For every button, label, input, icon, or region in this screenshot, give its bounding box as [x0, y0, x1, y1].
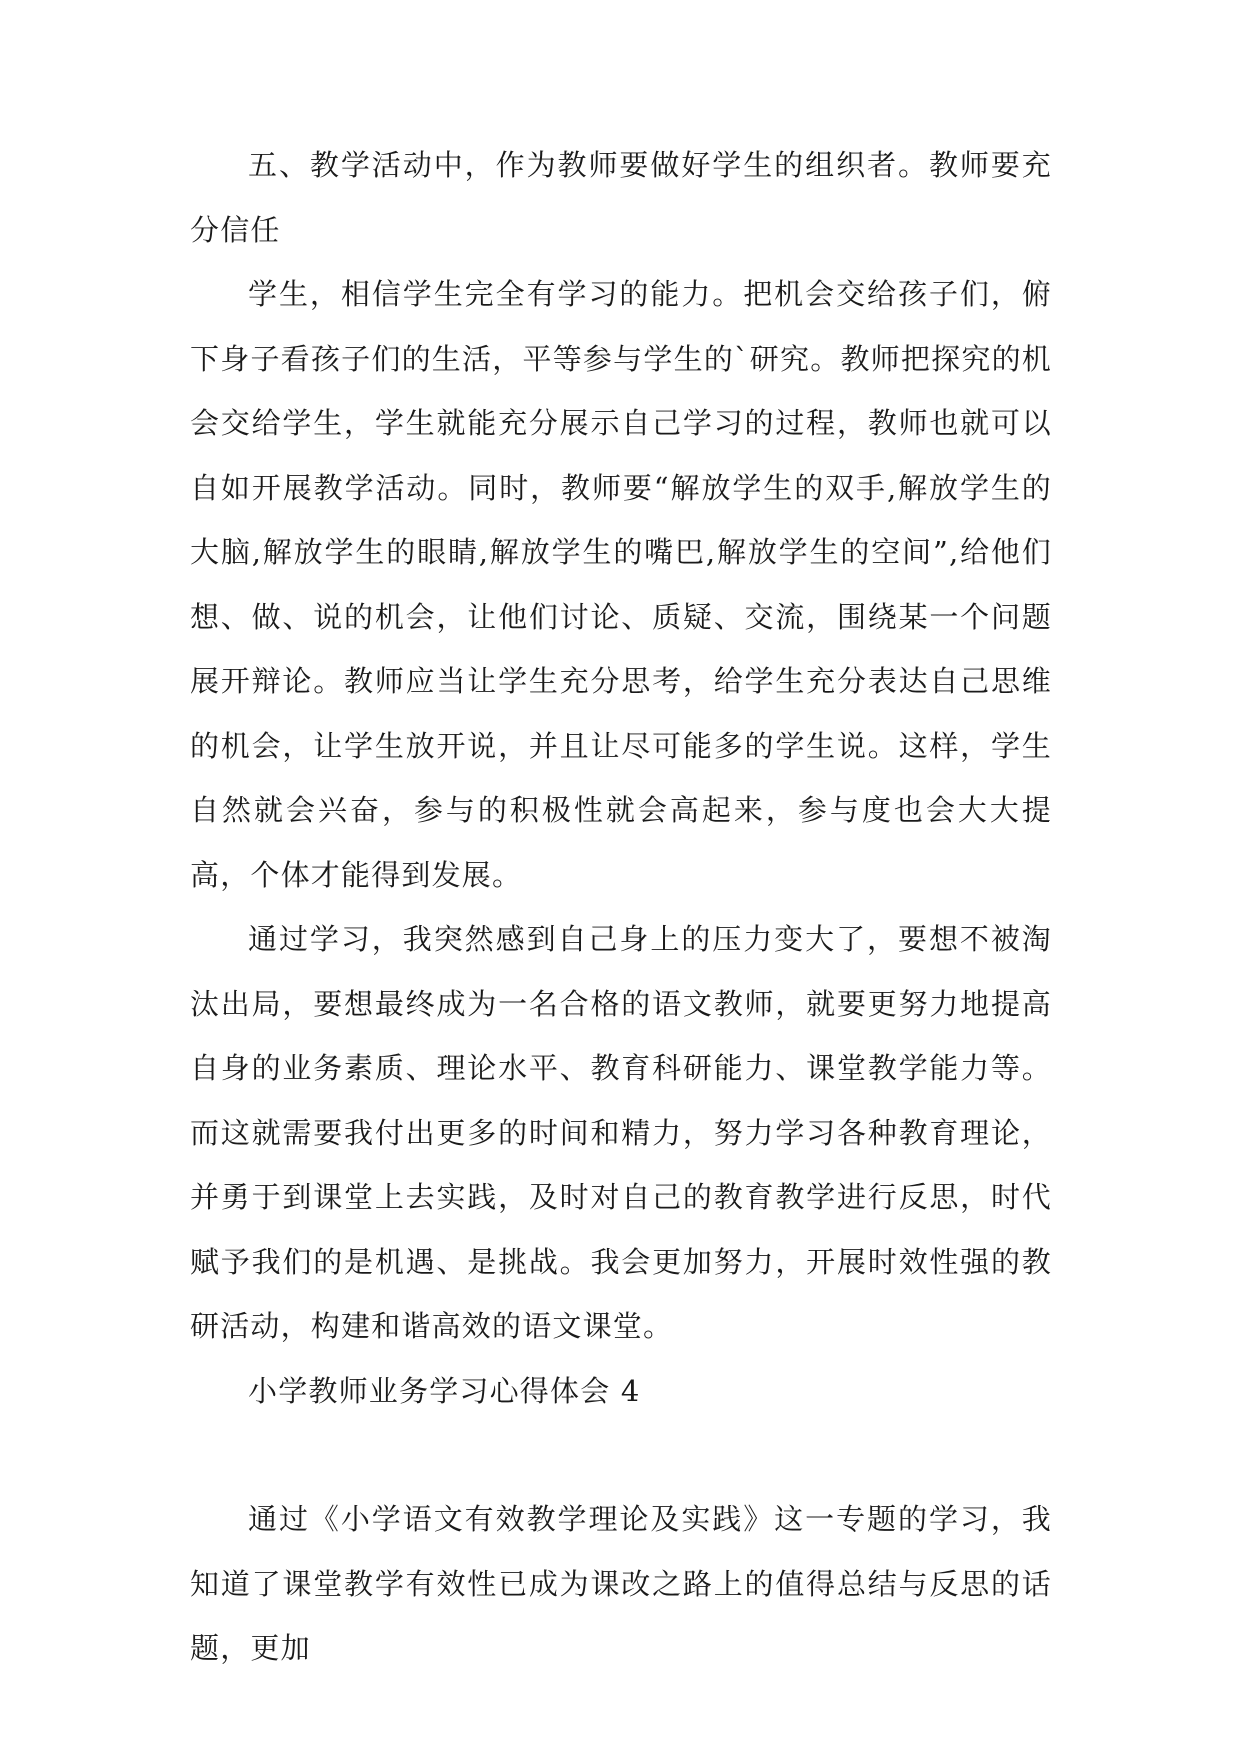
paragraph-1: 五、教学活动中，作为教师要做好学生的组织者。教师要充分信任 — [190, 148, 1052, 247]
paragraph-4: 通过《小学语文有效教学理论及实践》这一专题的学习，我知道了课堂教学有效性已成为课改之路上的值得总结与反思的话题，更加 — [190, 1502, 1052, 1665]
paragraph-3: 通过学习，我突然感到自己身上的压力变大了，要想不被淘汰出局，要想最终成为一名合格的语文教师，就要更努力地提高自身的业务素质、理论水平、教育科研能力、课堂教学能力等。而这就需要我付出更多的时间和精力，努力学习各种教育理论，并勇于到课堂上去实践，及时对自己的教育教学进行反思，时代赋予我们的是机遇、是挑战。我会更加努力，开展时效性强的教研活动，构建和谐高效的语文课堂。 — [190, 922, 1052, 1343]
paragraph-2: 学生，相信学生完全有学习的能力。把机会交给孩子们，俯下身子看孩子们的生活，平等参与学生的`研究。教师把探究的机会交给学生，学生就能充分展示自己学习的过程，教师也就可以自如开展教学活动。同时，教师要“解放学生的双手,解放学生的大脑,解放学生的眼睛,解放学生的嘴巴,解放学生的空间”,给他们想、做、说的机会，让他们讨论、质疑、交流，围绕某一个问题展开辩论。教师应当让学生充分思考，给学生充分表达自己思维的机会，让学生放开说，并且让尽可能多的学生说。这样，学生自然就会兴奋，参与的积极性就会高起来，参与度也会大大提高，个体才能得到发展。 — [190, 277, 1052, 892]
spacer — [190, 1423, 1052, 1487]
section-heading: 小学教师业务学习心得体会 4 — [248, 1373, 641, 1408]
body-text — [190, 133, 1052, 1681]
